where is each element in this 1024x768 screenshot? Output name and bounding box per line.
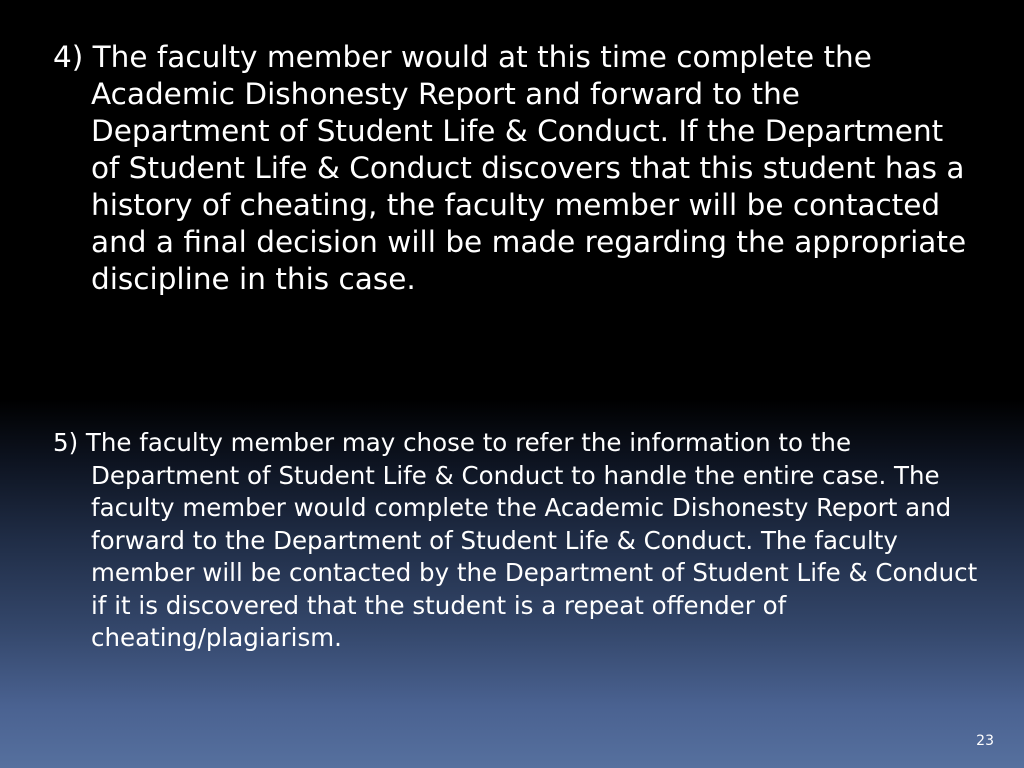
- paragraph-step-5: 5) The faculty member may chose to refer the information to the Department of Student Life & Conduct to handle the entire case. The faculty member would complete the Academic Dishonesty Report and forward to the Department of Student Life & Conduct. The faculty member will be contacted by the Department of Student Life & Conduct if it is discovered that the student is a repeat offender of cheating/plagiarism.: [53, 428, 978, 652]
- paragraph-step-4: 4) The faculty member would at this time complete the Academic Dishonesty Report and forward to the Department of Student Life & Conduct. If the Department of Student Life & Conduct discovers that this student has a history of cheating, the faculty member will be contacted and a final decision will be made regarding the appropriate discipline in this case.: [53, 40, 967, 296]
- slide-number: 23: [976, 733, 994, 749]
